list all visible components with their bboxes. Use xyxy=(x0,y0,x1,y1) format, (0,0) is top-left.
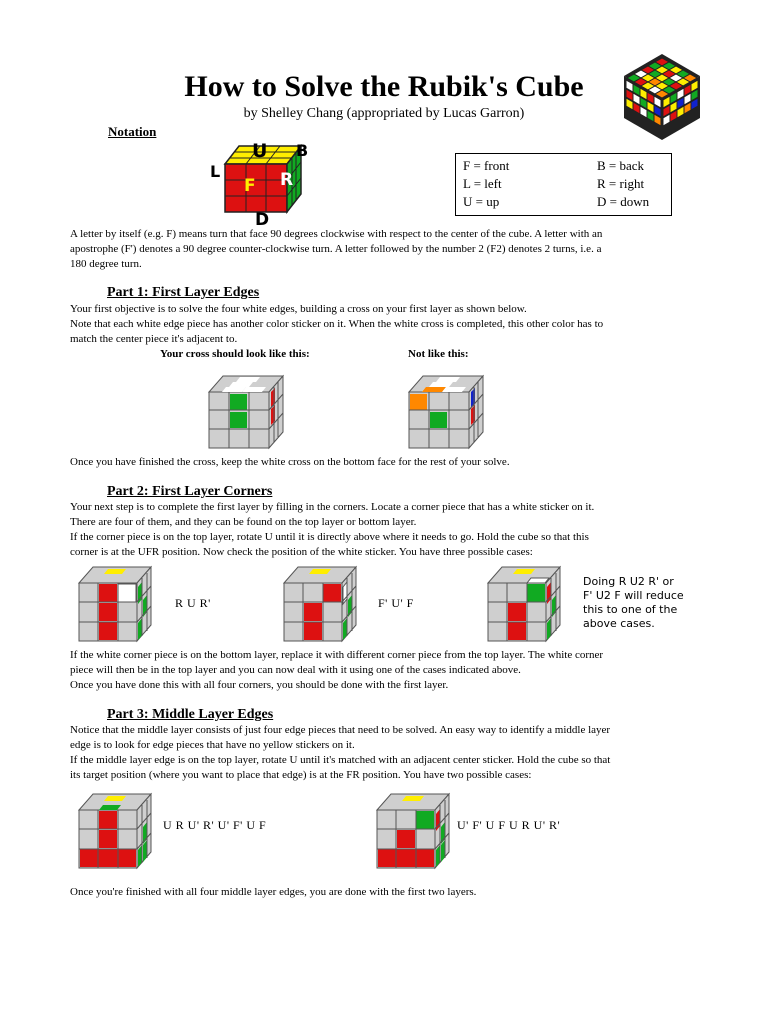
part3-heading: Part 3: Middle Layer Edges xyxy=(107,707,274,722)
text-line: If the middle layer edge is on the top layer, rotate U until it's matched with an adjacent center sticker. Hold the cube so that xyxy=(70,754,611,766)
text-line: A letter by itself (e.g. F) means turn that face 90 degrees clockwise with respect to the center of the cube. A letter with an xyxy=(70,228,603,240)
part3-paragraph xyxy=(70,723,710,783)
text-line: There are four of them, and they can be found on the top layer or bottom layer. xyxy=(70,516,417,528)
alg-edge-case2: U' F' U F U R U' R' xyxy=(457,818,561,832)
text-line: match the center piece it's adjacent to. xyxy=(70,333,238,345)
part2-after xyxy=(70,648,710,693)
part2-paragraph xyxy=(70,500,710,560)
text-line: edge is to look for edge pieces that have no yellow stickers on it. xyxy=(70,739,355,751)
text-line: corner is at the UFR position. Now check the position of the white sticker. You have three possible cases: xyxy=(70,546,533,558)
text-line: F' U2 F will reduce xyxy=(583,589,684,602)
page-title: How to Solve the Rubik's Cube xyxy=(184,70,584,103)
case-note xyxy=(583,575,684,631)
text-line: If the corner piece is on the top layer, rotate U until it is directly above where it needs to go. Hold the cube so that this xyxy=(70,531,589,543)
notation-down: D = down xyxy=(597,194,650,209)
face-label-u: U xyxy=(252,140,268,162)
text-line: Notice that the middle layer consists of just four edge pieces that need to be solved. An easy way to identify a middle layer xyxy=(70,724,611,736)
cube-edge-case2-image xyxy=(373,790,453,872)
text-line: Doing R U2 R' or xyxy=(583,575,674,588)
face-label-b: B xyxy=(296,141,309,160)
face-label-r: R xyxy=(280,170,294,190)
part1-heading: Part 1: First Layer Edges xyxy=(107,285,260,300)
notation-up: U = up xyxy=(463,194,500,209)
text-line: above cases. xyxy=(583,617,655,630)
text-line: its target position (where you want to place that edge) is at the FR position. You have two possible cases: xyxy=(70,769,532,781)
notation-right: R = right xyxy=(597,176,645,191)
alg-case2: F' U' F xyxy=(378,596,414,610)
subtitle: by Shelley Chang (appropriated by Lucas Garron) xyxy=(243,106,525,121)
text-line: 180 degree turn. xyxy=(70,258,142,270)
notation-heading: Notation xyxy=(108,124,157,139)
text-line: piece will then be in the top layer and you can now deal with it using one of the cases indicated above. xyxy=(70,664,521,676)
cube-case2-image xyxy=(280,563,360,645)
text-line: If the white corner piece is on the bottom layer, replace it with different corner piece from the top layer. The white corner xyxy=(70,649,604,661)
face-label-d: D xyxy=(255,210,270,230)
cube-logo-image xyxy=(622,52,702,142)
text-line: Once you have done this with all four corners, you should be done with the first layer. xyxy=(70,679,449,691)
cube-case3-image xyxy=(484,563,564,645)
part1-after: Once you have finished the cross, keep the white cross on the bottom face for the rest of your solve. xyxy=(70,456,510,468)
notation-table xyxy=(455,153,672,216)
text-line: Your next step is to complete the first layer by filling in the corners. Locate a corner piece that has a white sticker on it. xyxy=(70,501,595,513)
part3-after: Once you're finished with all four middle layer edges, you are done with the first two layers. xyxy=(70,886,477,898)
notation-front: F = front xyxy=(463,158,510,173)
cube-good-cross-image xyxy=(205,372,287,452)
notation-left: L = left xyxy=(463,176,502,191)
notation-back: B = back xyxy=(597,158,645,173)
cube-bad-cross-image xyxy=(405,372,487,452)
alg-edge-case1: U R U' R' U' F' U F xyxy=(163,818,267,832)
notation-paragraph xyxy=(70,227,710,272)
text-line: apostrophe (F') denotes a 90 degree counter-clockwise turn. A letter followed by the number 2 (F2) denotes 2 turns, i.e. a xyxy=(70,243,602,255)
text-line: Your first objective is to solve the four white edges, building a cross on your first layer as shown below. xyxy=(70,303,527,315)
caption-good-cross: Your cross should look like this: xyxy=(160,348,310,360)
part2-heading: Part 2: First Layer Corners xyxy=(107,484,273,499)
cube-case1-image xyxy=(75,563,155,645)
part1-paragraph xyxy=(70,302,710,347)
caption-bad-cross: Not like this: xyxy=(408,348,469,360)
text-line: this to one of the xyxy=(583,603,678,616)
face-label-l: L xyxy=(210,162,221,181)
text-line: Note that each white edge piece has another color sticker on it. When the white cross is completed, this other color has to xyxy=(70,318,604,330)
cube-edge-case1-image xyxy=(75,790,155,872)
alg-case1: R U R' xyxy=(175,596,211,610)
face-label-f: F xyxy=(244,176,256,196)
